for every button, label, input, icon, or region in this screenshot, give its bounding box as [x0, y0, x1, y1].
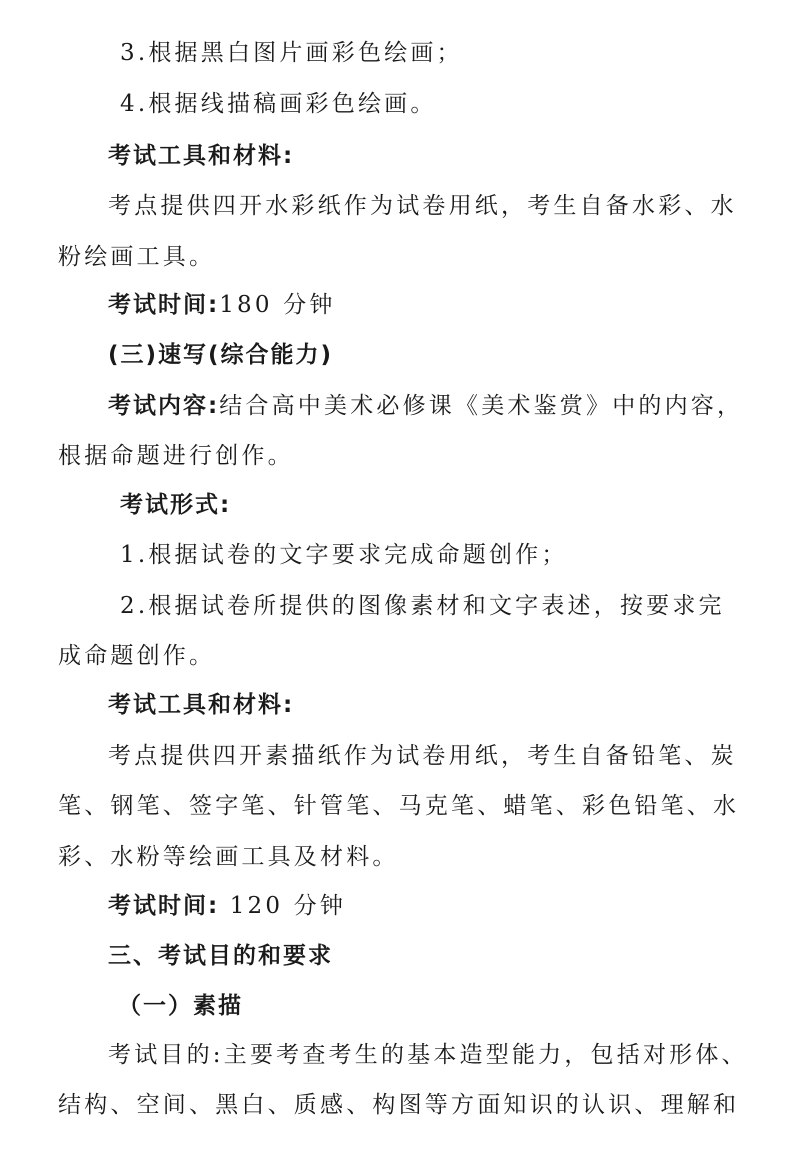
paragraph-line: 彩、水粉等绘画工具及材料。	[58, 844, 399, 870]
list-item-1: 1.根据试卷的文字要求完成命题创作；	[120, 542, 568, 568]
section-heading-exam-goals: 三、考试目的和要求	[108, 943, 333, 969]
exam-time-line	[108, 290, 336, 320]
paragraph-line: 粉绘画工具。	[58, 244, 216, 270]
paragraph-line: 笔、钢笔、签字笔、针管笔、马克笔、蜡笔、彩色铅笔、水	[58, 793, 740, 819]
list-item-2: 2.根据试卷所提供的图像素材和文字表述，按要求完	[120, 593, 725, 619]
exam-time-label: 考试时间:	[108, 292, 220, 318]
exam-content-label: 考试内容:	[108, 393, 220, 419]
exam-content-text: 结合高中美术必修课《美术鉴赏》中的内容，	[219, 393, 744, 419]
paragraph-line: 考试目的:主要考查考生的基本造型能力，包括对形体、	[108, 1042, 748, 1068]
section-heading-sketch: (三)速写(综合能力)	[108, 342, 334, 368]
list-item-3: 3.根据黑白图片画彩色绘画；	[120, 40, 463, 66]
subsection-heading-drawing: （一）素描	[118, 993, 243, 1019]
paragraph-line: 考点提供四开素描纸作为试卷用纸，考生自备铅笔、炭	[108, 743, 737, 769]
section-heading-exam-form: 考试形式:	[120, 492, 232, 518]
paragraph-line: 成命题创作。	[58, 643, 216, 669]
paragraph-line: 根据命题进行创作。	[58, 443, 294, 469]
exam-time-value: 120 分钟	[219, 893, 347, 919]
exam-time-label: 考试时间:	[108, 893, 220, 919]
exam-time-line	[108, 891, 346, 921]
exam-content-line	[108, 391, 743, 421]
exam-time-value: 180 分钟	[219, 292, 336, 318]
section-heading-tools-materials: 考试工具和材料:	[108, 692, 295, 718]
paragraph-line: 考点提供四开水彩纸作为试卷用纸，考生自备水彩、水	[108, 193, 737, 219]
list-item-4: 4.根据线描稿画彩色绘画。	[120, 91, 437, 117]
section-heading-tools-materials: 考试工具和材料:	[108, 143, 295, 169]
paragraph-line: 结构、空间、黑白、质感、构图等方面知识的认识、理解和	[58, 1092, 740, 1118]
